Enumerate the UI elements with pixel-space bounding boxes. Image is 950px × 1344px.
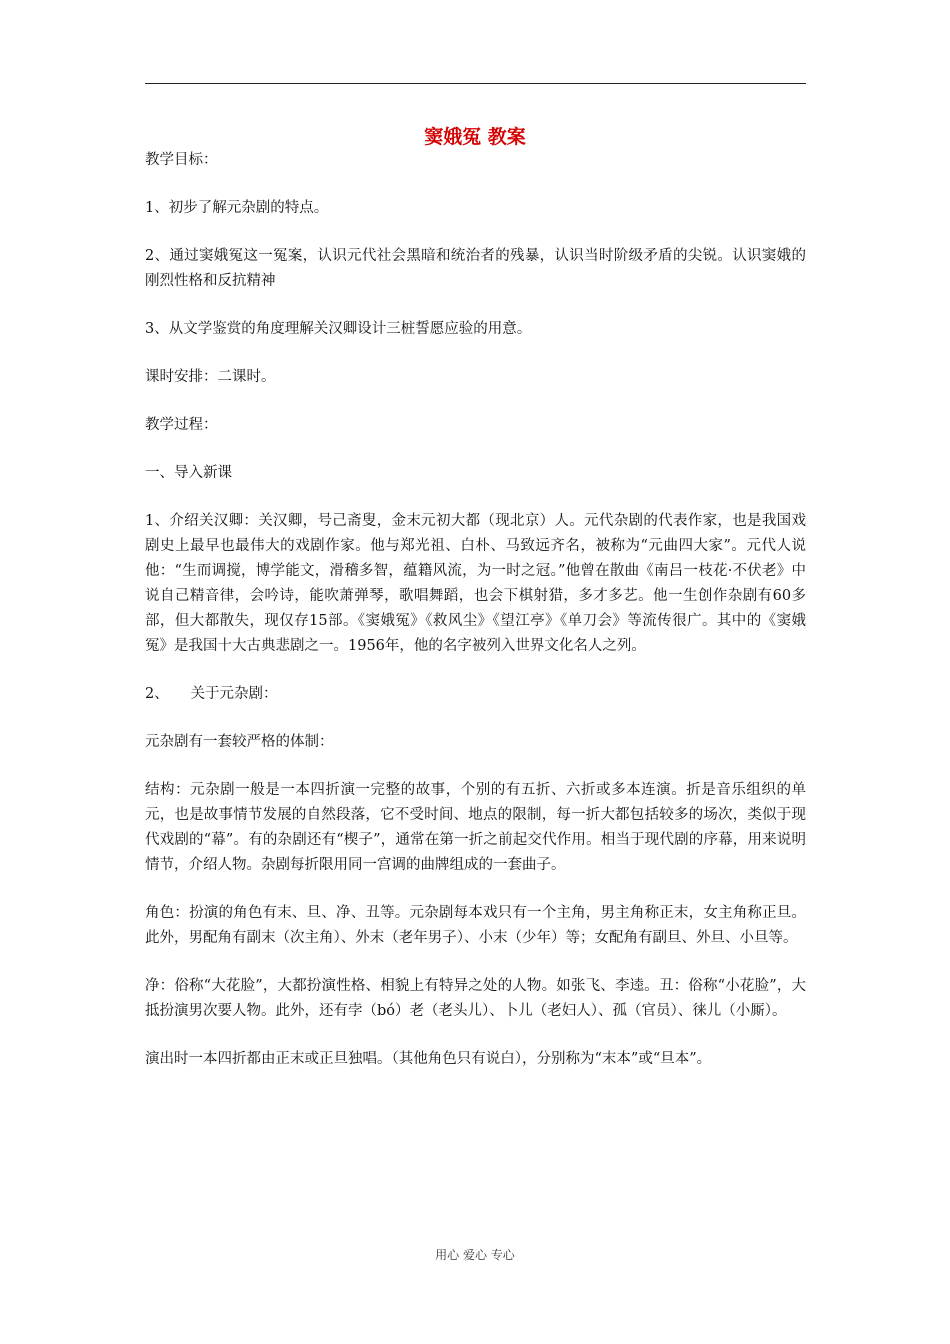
paragraph-guan-hanqing: 1、介绍关汉卿：关汉卿，号己斋叟，金末元初大都（现北京）人。元代杂剧的代表作家，也是我国戏剧史上最早也最伟大的戏剧作家。他与郑光祖、白朴、马致远齐名，被称为“元曲四大家”。元代人说他：“生而调搅，博学能文，滑稽多智，蕴籍风流，为一时之冠。”他曾在散曲《南吕一枝花·不伏老》中说自己精音律，会吟诗，能吹萧弹琴，歌唱舞蹈，也会下棋射猎，多才多艺。他一生创作杂剧有60多部，但大都散失，现仅存15部。《窦娥冤》《救风尘》《望江亭》《单刀会》等流传很广。其中的《窦娥冤》是我国十大古典悲剧之一。1956年，他的名字被列入世界文化名人之列。 — [145, 513, 806, 654]
paragraph-jing-chou: 净：俗称“大花脸”，大都扮演性格、相貌上有特异之处的人物。如张飞、李逵。丑：俗称“小花脸”，大抵扮演男次要人物。此外，还有孛（bó）老（老头儿）、卜儿（老妇人）、孤（官员）、徕儿（小厮）。 — [145, 978, 806, 1019]
paragraph-zaju-heading: 2、 关于元杂剧： — [145, 686, 278, 702]
paragraph-process: 教学过程： — [145, 417, 218, 433]
paragraph-teaching-goals: 教学目标： — [145, 152, 218, 168]
paragraph-intro-heading: 一、导入新课 — [145, 465, 232, 481]
paragraph-goal-1: 1、初步了解元杂剧的特点。 — [145, 200, 329, 216]
paragraph-zaju-system: 元杂剧有一套较严格的体制： — [145, 734, 334, 750]
paragraph-schedule: 课时安排：二课时。 — [145, 369, 276, 385]
paragraph-performance: 演出时一本四折都由正末或正旦独唱。（其他角色只有说白），分别称为“末本”或“旦本”。 — [145, 1051, 712, 1067]
paragraph-goal-2: 2、通过窦娥冤这一冤案，认识元代社会黑暗和统治者的残暴，认识当时阶级矛盾的尖锐。认识窦娥的刚烈性格和反抗精神 — [145, 248, 806, 289]
paragraph-goal-3: 3、从文学鉴赏的角度理解关汉卿设计三桩誓愿应验的用意。 — [145, 321, 532, 337]
header-rule — [145, 83, 806, 84]
document-title: 窦娥冤 教案 — [424, 126, 526, 148]
document-body — [145, 148, 806, 1095]
paragraph-roles: 角色：扮演的角色有末、旦、净、丑等。元杂剧每本戏只有一个主角，男主角称正末，女主角称正旦。此外，男配角有副末（次主角）、外末（老年男子）、小末（少年）等；女配角有副旦、外旦、小旦等。 — [145, 905, 806, 946]
page-footer: 用心 爱心 专心 — [435, 1248, 515, 1262]
paragraph-structure: 结构：元杂剧一般是一本四折演一完整的故事，个别的有五折、六折或多本连演。折是音乐组织的单元，也是故事情节发展的自然段落，它不受时间、地点的限制，每一折大都包括较多的场次，类似于现代戏剧的“幕”。有的杂剧还有“楔子”，通常在第一折之前起交代作用。相当于现代剧的序幕，用来说明情节，介绍人物。杂剧每折限用同一宫调的曲牌组成的一套曲子。 — [145, 782, 806, 873]
